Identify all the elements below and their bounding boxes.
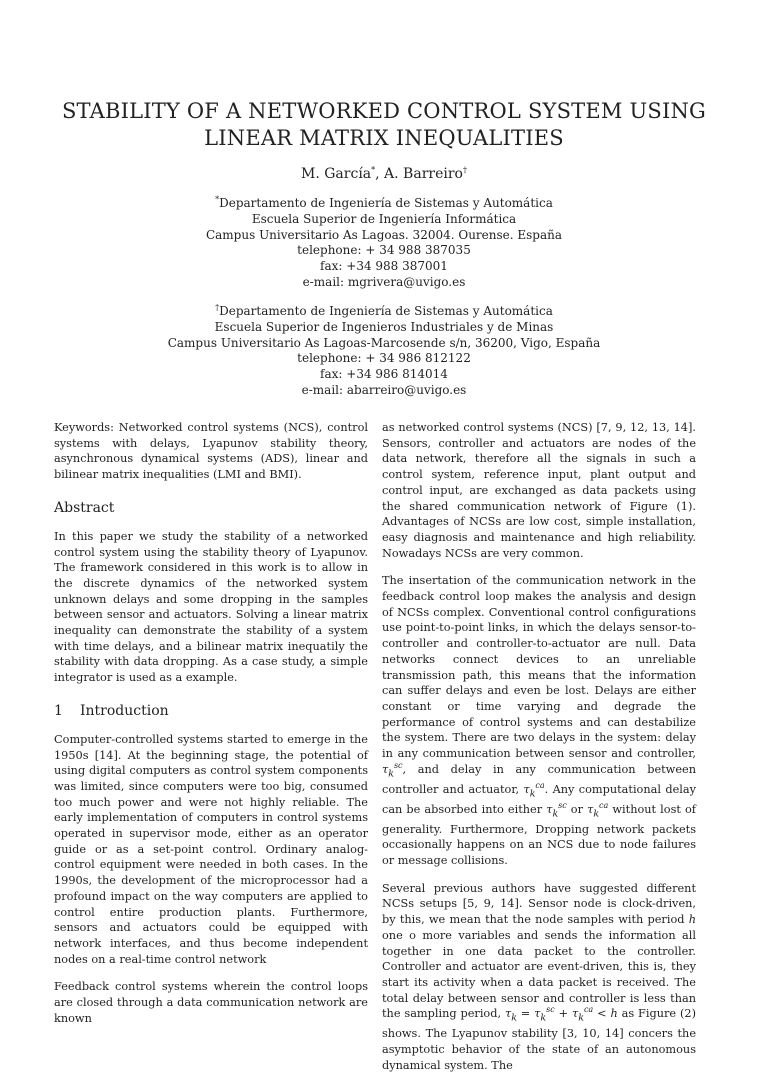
intro-paragraph-5 bbox=[382, 881, 696, 1074]
intro-paragraph-3: as networked control systems (NCS) [7, 9, 12, 13, 14]. Sensors, controller and actuators are nodes of the data network, therefore all the signals in such a control system, reference input, plant output and control input, are exchanged as data packets using the shared communication network of Figure (1). Advantages of NCSs are low cost, simple installation, easy diagnosis and maintenance and high reliability. Nowadays NCSs are very common. bbox=[382, 421, 696, 560]
intro-paragraph-2: Feedback control systems wherein the control loops are closed through a data communication network are known bbox=[54, 980, 368, 1025]
left-column bbox=[54, 420, 368, 1039]
p4-text-c: . Any computational delay can be absorbed into either bbox=[382, 782, 696, 816]
author-list bbox=[40, 164, 728, 184]
keywords-paragraph: Keywords: Networked control systems (NCS), control systems with delays, Lyapunov stability theory, asynchronous dynamical systems (ADS), linear and bilinear matrix inequalities (LMI and BMI). bbox=[54, 421, 368, 482]
p5-text-c: as Figure (2) shows. The Lyapunov stability [3, 10, 14] concers the asymptotic behavior of the state of an autonomous dynamical system. The bbox=[382, 1007, 696, 1072]
affiliation-1-campus: Campus Universitario As Lagoas. 32004. Ourense. España bbox=[205, 227, 563, 242]
p4-text-e: without lost of generality. Furthermore, Dropping network packets occasionally happens on an NCS due to node failures or message collisions. bbox=[382, 802, 696, 868]
intro-paragraph-4 bbox=[382, 573, 696, 868]
affiliation-2-campus: Campus Universitario As Lagoas-Marcosende s/n, 36200, Vigo, España bbox=[167, 335, 601, 350]
paper-title bbox=[40, 98, 728, 152]
affiliation-2-dept: Departamento de Ingeniería de Sistemas y Automática bbox=[219, 304, 553, 318]
tau-sc-symbol-2: $\tau_k^{sc}$ bbox=[546, 800, 567, 819]
affiliation-1-school: Escuela Superior de Ingeniería Informática bbox=[251, 211, 517, 226]
author-1: M. García bbox=[301, 166, 372, 182]
tau-ca-symbol: $\tau_k^{ca}$ bbox=[523, 780, 545, 799]
affiliation-2-fax: fax: +34 986 814014 bbox=[320, 367, 448, 382]
affiliation-1-mark: * bbox=[215, 195, 220, 204]
abstract-heading: Abstract bbox=[54, 499, 115, 516]
p4-text-b: , and delay in any communication between controller and actuator, bbox=[382, 762, 696, 796]
section-number: 1 bbox=[54, 702, 63, 719]
p4-text-d: or bbox=[566, 802, 588, 816]
p5-text-a: Several previous authors have suggested different NCSs setups [5, 9, 14]. Sensor node is clock-driven, by this, we mean that the node samples with period bbox=[382, 881, 696, 927]
affiliation-1-fax: fax: +34 988 387001 bbox=[320, 259, 448, 274]
author-2-mark: † bbox=[462, 165, 467, 175]
p4-text-a: The insertation of the communication network in the feedback control loop makes the analysis and design of NCSs complex. Conventional control configurations use point-to-point links, in which the delays sensor-to-controller and controller-to-actuator are null. Data networks connect devices to an unreliable transmission path, this means that the information can suffer delays and even be lost. Delays are either constant or time varying and degrade the performance of control systems and can destabilize the system. There are two delays in the system: delay in any communication between sensor and controller, bbox=[382, 574, 696, 761]
introduction-heading bbox=[54, 702, 368, 720]
affiliation-1 bbox=[60, 196, 708, 291]
abstract-paragraph: In this paper we study the stability of a networked control system using the stability theory of Lyapunov. The framework considered in this work is to allow in the discrete dynamics of the networked system unknown delays and some dropping in the samples between sensor and actuators. Solving a linear matrix inequality can demonstrate the stability of a system with time delays, and a bilinear matrix inequatily the stability with data dropping. As a case study, a simple integrator is used as a example. bbox=[54, 529, 368, 685]
affiliation-2 bbox=[60, 304, 708, 399]
right-column bbox=[382, 420, 696, 1085]
tau-ca-symbol-2: $\tau_k^{ca}$ bbox=[587, 800, 609, 819]
tau-sc-symbol: $\tau_k^{sc}$ bbox=[382, 761, 403, 780]
affiliation-2-school: Escuela Superior de Ingenieros Industriales y de Minas bbox=[214, 319, 554, 334]
author-1-mark: * bbox=[371, 165, 376, 175]
section-title: Introduction bbox=[80, 702, 169, 719]
affiliation-2-telephone: telephone: + 34 986 812122 bbox=[297, 351, 471, 366]
intro-paragraph-1: Computer-controlled systems started to emerge in the 1950s [14]. At the beginning stage, the potential of using digital computers as control system components was limited, since computers were too big, consumed too much power and were not highly reliable. The early implementation of computers in control systems operated in supervisor mode, either as an operator guide or as a set-point control. Ordinary analog-control equipment were needed in both cases. In the 1990s, the development of the microprocessor had a profound impact on the way computers are applied to control entire production plants. Furthermore, sensors and actuators could be equipped with network interfaces, and thus become independent nodes on a real-time control network bbox=[54, 732, 368, 966]
author-2: A. Barreiro bbox=[384, 166, 463, 182]
p5-text-b: one o more variables and sends the information all together in one data packet to the controller. Controller and actuator are event-driven, this is, they start its activity when a data packet is received. The total delay between sensor and controller is less than the sampling period, bbox=[382, 928, 696, 1021]
affiliation-1-telephone: telephone: + 34 988 387035 bbox=[297, 243, 471, 258]
affiliation-1-dept: Departamento de Ingeniería de Sistemas y Automática bbox=[219, 196, 553, 210]
title-line-1: STABILITY OF A NETWORKED CONTROL SYSTEM USING bbox=[61, 99, 707, 123]
title-line-2: LINEAR MATRIX INEQUALITIES bbox=[204, 126, 564, 150]
affiliation-2-mark: † bbox=[215, 303, 220, 312]
period-symbol: h bbox=[688, 913, 696, 927]
affiliation-1-email: e-mail: mgrivera@uvigo.es bbox=[302, 274, 466, 289]
affiliation-2-email: e-mail: abarreiro@uvigo.es bbox=[301, 382, 467, 397]
author-separator: , bbox=[375, 166, 385, 182]
total-delay-equation: $\tau_k = \tau_k^{sc} + \tau_k^{ca} < h$ bbox=[504, 1005, 618, 1024]
